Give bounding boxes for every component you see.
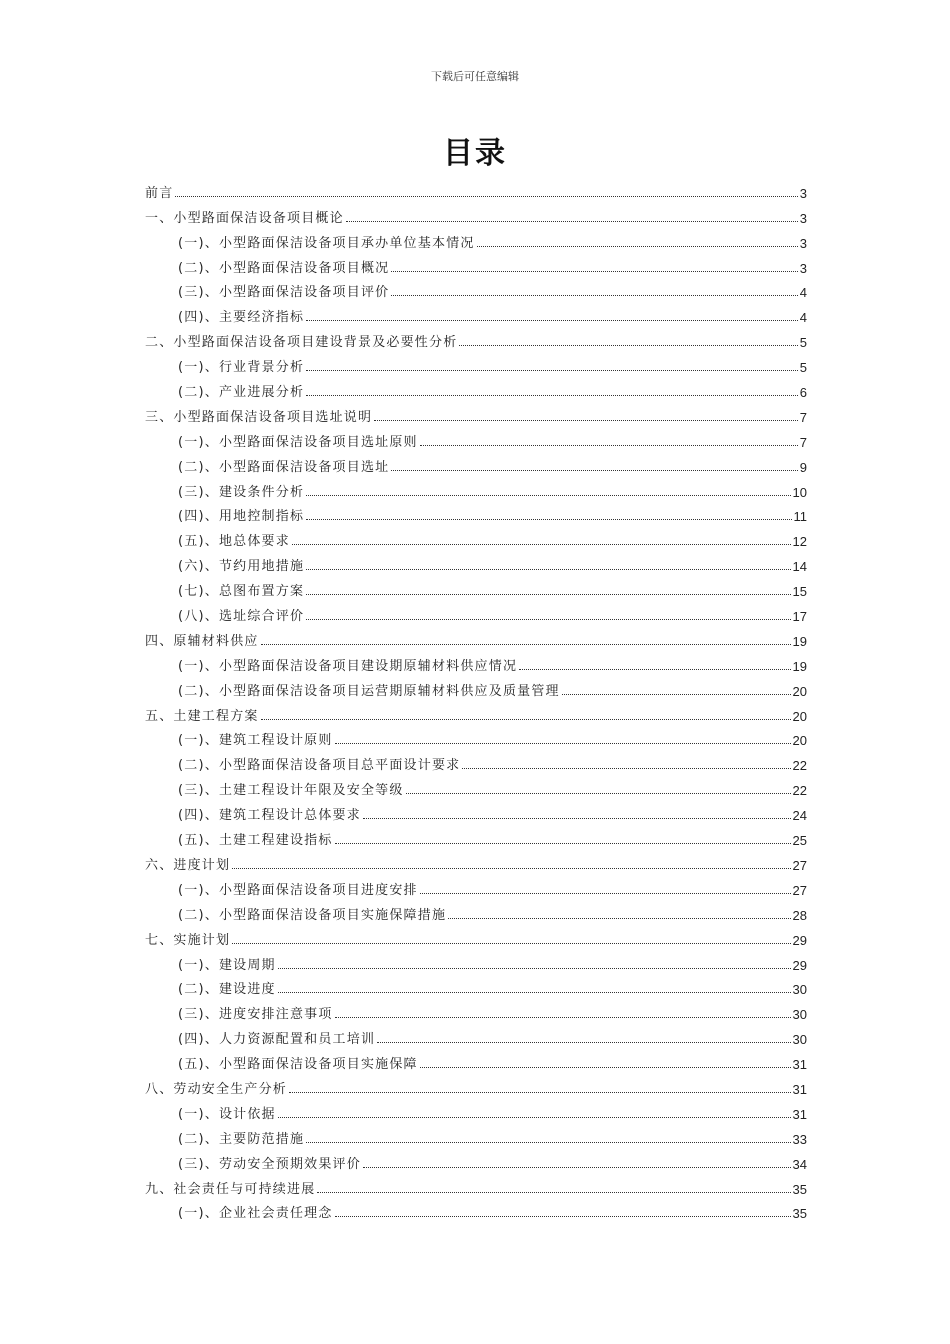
dot-leader [335,1017,791,1018]
toc-entry-page: 20 [792,683,807,699]
toc-entry[interactable] [145,226,807,251]
dot-leader [278,968,791,969]
toc-entry-page: 27 [792,857,807,873]
toc-entry-label: 六、进度计划 [145,857,231,873]
toc-entry[interactable] [145,1072,807,1097]
toc-entry-page: 11 [793,509,807,525]
dot-leader [306,370,798,371]
toc-entry[interactable] [145,375,807,400]
toc-entry-label: 五、土建工程方案 [145,708,259,724]
toc-entry-page: 28 [792,907,807,923]
toc-entry-label: 三、小型路面保洁设备项目选址说明 [145,409,373,425]
toc-entry[interactable] [145,798,807,823]
toc-entry-label: (一)、建设周期 [178,957,276,973]
toc-entry-label: (一)、行业背景分析 [178,360,305,376]
toc-entry[interactable] [145,873,807,898]
toc-entry-label: (八)、选址综合评价 [178,609,305,625]
toc-entry[interactable] [145,400,807,425]
toc-entry-page: 35 [792,1181,807,1197]
dot-leader [278,992,791,993]
dot-leader [306,519,791,520]
dot-leader [335,1216,791,1217]
toc-entry-page: 19 [792,658,807,674]
toc-entry-label: (三)、小型路面保洁设备项目评价 [178,285,390,301]
dot-leader [406,793,791,794]
toc-entry[interactable] [145,973,807,998]
dot-leader [391,295,797,296]
toc-entry-label: (二)、产业进展分析 [178,385,305,401]
toc-entry-page: 4 [799,285,807,301]
toc-entry-page: 7 [799,434,807,450]
toc-entry[interactable] [145,549,807,574]
dot-leader [232,943,790,944]
toc-entry-label: (一)、小型路面保洁设备项目进度安排 [178,882,418,898]
toc-entry[interactable] [145,997,807,1022]
toc-entry-label: (一)、设计依据 [178,1106,276,1122]
toc-entry[interactable] [145,450,807,475]
toc-entry-page: 30 [792,1007,807,1023]
toc-entry[interactable] [145,201,807,226]
toc-entry[interactable] [145,699,807,724]
dot-leader [391,271,797,272]
toc-entry[interactable] [145,1172,807,1197]
toc-entry-page: 20 [792,708,807,724]
toc-entry-label: (二)、小型路面保洁设备项目总平面设计要求 [178,758,461,774]
dot-leader [462,768,790,769]
toc-entry-page: 12 [792,534,807,550]
toc-entry[interactable] [145,1022,807,1047]
toc-entry-label: (五)、地总体要求 [178,534,290,550]
toc-entry[interactable] [145,574,807,599]
toc-entry[interactable] [145,823,807,848]
toc-entry-label: (一)、建筑工程设计原则 [178,733,333,749]
toc-entry-label: (四)、用地控制指标 [178,509,305,525]
dot-leader [261,644,791,645]
toc-entry-label: 前言 [145,185,174,201]
dot-leader [175,196,797,197]
toc-entry-label: (一)、小型路面保洁设备项目建设期原辅材料供应情况 [178,658,518,674]
toc-entry-page: 17 [792,609,807,625]
dot-leader [346,221,798,222]
toc-entry-label: 二、小型路面保洁设备项目建设背景及必要性分析 [145,335,458,351]
dot-leader [420,445,798,446]
toc-entry[interactable] [145,300,807,325]
toc-entry-page: 31 [792,1081,807,1097]
toc-entry[interactable] [145,923,807,948]
toc-entry-label: (一)、小型路面保洁设备项目承办单位基本情况 [178,235,475,251]
toc-entry[interactable] [145,624,807,649]
toc-entry[interactable] [145,773,807,798]
toc-entry-page: 5 [799,335,807,351]
dot-leader [459,345,797,346]
dot-leader [306,395,798,396]
page-title: 目录 [443,136,507,171]
toc-entry[interactable] [145,176,807,201]
toc-entry[interactable] [145,1047,807,1072]
toc-entry[interactable] [145,475,807,500]
dot-leader [292,544,791,545]
toc-entry[interactable] [145,848,807,873]
toc-entry-page: 22 [792,783,807,799]
dot-leader [335,843,791,844]
dot-leader [562,694,791,695]
toc-entry-page: 25 [792,833,807,849]
toc-entry-label: (四)、人力资源配置和员工培训 [178,1032,376,1048]
toc-entry-page: 30 [792,982,807,998]
dot-leader [420,893,791,894]
toc-entry-label: 九、社会责任与可持续进展 [145,1181,316,1197]
toc-entry[interactable] [145,276,807,301]
toc-entry-page: 33 [792,1131,807,1147]
dot-leader [391,470,797,471]
toc-entry-page: 30 [792,1032,807,1048]
toc-entry-label: 一、小型路面保洁设备项目概论 [145,210,344,226]
toc-entry-page: 7 [799,409,807,425]
toc-entry-label: (三)、土建工程设计年限及安全等级 [178,783,404,799]
dot-leader [363,818,791,819]
toc-entry-page: 29 [792,957,807,973]
toc-entry[interactable] [145,425,807,450]
toc-entry-page: 10 [792,484,807,500]
toc-entry[interactable] [145,898,807,923]
toc-entry-page: 14 [792,559,807,575]
toc-entry[interactable] [145,1197,807,1222]
toc-entry-label: (三)、劳动安全预期效果评价 [178,1156,361,1172]
dot-leader [363,1167,791,1168]
toc-entry-page: 29 [792,932,807,948]
dot-leader [374,420,798,421]
toc-entry[interactable] [145,251,807,276]
toc-entry-page: 3 [799,185,807,201]
toc-entry[interactable] [145,724,807,749]
toc-entry-label: (四)、建筑工程设计总体要求 [178,808,361,824]
toc-entry-page: 3 [799,210,807,226]
toc-entry-label: (五)、小型路面保洁设备项目实施保障 [178,1057,418,1073]
toc-entry-label: (三)、进度安排注意事项 [178,1007,333,1023]
dot-leader [335,743,791,744]
header-note: 下载后可任意编辑 [431,70,519,83]
toc-entry[interactable] [145,748,807,773]
toc-entry[interactable] [145,500,807,525]
toc-entry[interactable] [145,325,807,350]
dot-leader [289,1092,791,1093]
dot-leader [306,1142,790,1143]
toc-entry[interactable] [145,350,807,375]
toc-entry-page: 4 [799,310,807,326]
toc-entry-page: 9 [799,459,807,475]
toc-entry-label: (二)、主要防范措施 [178,1131,305,1147]
toc-entry-label: (六)、节约用地措施 [178,559,305,575]
toc-entry-page: 3 [799,235,807,251]
toc-entry-label: (一)、小型路面保洁设备项目选址原则 [178,434,418,450]
toc-entry-page: 3 [799,260,807,276]
dot-leader [519,669,790,670]
toc-entry-page: 6 [799,385,807,401]
toc-entry-label: 七、实施计划 [145,932,231,948]
dot-leader [306,495,790,496]
toc-entry[interactable] [145,1147,807,1172]
toc-entry[interactable] [145,674,807,699]
toc-entry-page: 24 [792,808,807,824]
dot-leader [306,619,790,620]
toc-entry-label: (四)、主要经济指标 [178,310,305,326]
toc-entry-page: 20 [792,733,807,749]
toc-entry-label: 四、原辅材料供应 [145,633,259,649]
dot-leader [232,868,790,869]
toc-entry-page: 15 [792,584,807,600]
dot-leader [261,719,791,720]
dot-leader [306,320,798,321]
toc-entry-label: 八、劳动安全生产分析 [145,1081,288,1097]
toc-entry-page: 27 [792,882,807,898]
table-of-contents [145,176,807,1221]
toc-entry[interactable] [145,524,807,549]
toc-entry-label: (三)、建设条件分析 [178,484,305,500]
toc-entry-label: (一)、企业社会责任理念 [178,1206,333,1222]
toc-entry-label: (二)、小型路面保洁设备项目运营期原辅材料供应及质量管理 [178,683,560,699]
toc-entry-label: (七)、总图布置方案 [178,584,305,600]
toc-entry-label: (二)、小型路面保洁设备项目实施保障措施 [178,907,447,923]
toc-entry-label: (二)、小型路面保洁设备项目概况 [178,260,390,276]
toc-entry-page: 34 [792,1156,807,1172]
dot-leader [420,1067,791,1068]
toc-entry-page: 31 [792,1106,807,1122]
dot-leader [306,594,790,595]
toc-entry-page: 22 [792,758,807,774]
dot-leader [306,569,790,570]
dot-leader [278,1117,791,1118]
dot-leader [317,1192,790,1193]
toc-entry-label: (五)、土建工程建设指标 [178,833,333,849]
dot-leader [477,246,798,247]
toc-entry[interactable] [145,599,807,624]
toc-entry[interactable] [145,1097,807,1122]
dot-leader [448,918,790,919]
toc-entry-label: (二)、小型路面保洁设备项目选址 [178,459,390,475]
toc-entry-page: 35 [792,1206,807,1222]
toc-entry[interactable] [145,1122,807,1147]
toc-entry-page: 5 [799,360,807,376]
toc-entry-label: (二)、建设进度 [178,982,276,998]
toc-entry-page: 19 [792,633,807,649]
dot-leader [377,1042,790,1043]
toc-entry[interactable] [145,649,807,674]
toc-entry-page: 31 [792,1057,807,1073]
toc-entry[interactable] [145,948,807,973]
